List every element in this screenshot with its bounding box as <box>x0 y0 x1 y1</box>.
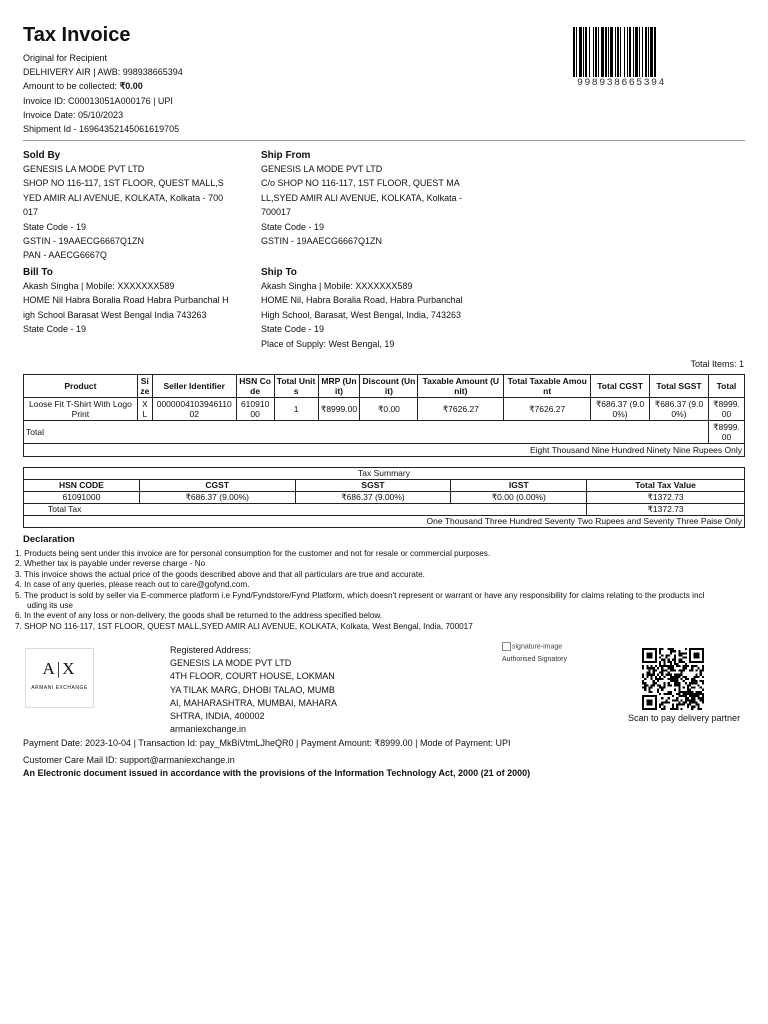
items-amount-in-words: Eight Thousand Nine Hundred Ninety Nine Rupees Only <box>24 444 745 457</box>
authorised-signatory: Authorised Signatory <box>502 656 567 663</box>
invoice-title: Tax Invoice <box>23 24 131 46</box>
invoice-id: Invoice ID: C00013051A000176 | UPI <box>23 96 173 106</box>
cell-seller-identifier: 000000410394611002 <box>152 398 236 421</box>
items-total-label: Total <box>24 421 709 444</box>
col-taxable-amount: Taxable Amount (Unit) <box>418 375 504 398</box>
qr-code-image <box>642 648 704 710</box>
it-act-note: An Electronic document issued in accordance with the provisions of the Information Technology Act, 2000 (21 of 2000) <box>23 768 531 778</box>
cell-mrp: ₹8999.00 <box>318 398 360 421</box>
tax-col-hsn: HSN CODE <box>24 480 140 492</box>
bill-to-title: Bill To <box>23 267 53 278</box>
declaration-item: 3. This invoice shows the actual price of the goods described above and that all particulars are true and accurate. <box>15 569 425 579</box>
col-total-taxable: Total Taxable Amount <box>504 375 591 398</box>
col-total-units: Total Units <box>274 375 318 398</box>
bill-to-line: HOME Nil Habra Boralia Road Habra Purbanchal H <box>23 295 229 306</box>
registered-line: armaniexchange.in <box>170 724 247 735</box>
logo-mark: A|X <box>42 659 77 678</box>
col-mrp: MRP (Unit) <box>318 375 360 398</box>
tax-total-row <box>24 504 745 516</box>
cell-total-cgst: ₹686.37 (9.00%) <box>591 398 650 421</box>
items-words-row <box>24 444 745 457</box>
declaration-item: 4. In case of any queries, please reach out to care@gofynd.com. <box>15 580 250 590</box>
barcode-number: 998938665394 <box>577 78 666 89</box>
tax-col-sgst: SGST <box>295 480 451 492</box>
tax-total-label: Total Tax <box>24 504 587 516</box>
total-items: Total Items: 1 <box>690 359 744 369</box>
ship-from-title: Ship From <box>261 150 311 161</box>
ship-from-line: LL,SYED AMIR ALI AVENUE, KOLKATA, Kolkata - <box>261 192 463 203</box>
col-seller-identifier: Seller Identifier <box>152 375 236 398</box>
items-table <box>23 374 745 457</box>
declaration-item: uding its use <box>27 601 73 611</box>
cell-discount: ₹0.00 <box>360 398 418 421</box>
barcode-image <box>573 27 685 77</box>
cell-size: XL <box>137 398 152 421</box>
tax-amount-in-words: One Thousand Three Hundred Seventy Two Rupees and Seventy Three Paise Only <box>24 516 745 528</box>
tax-col-cgst: CGST <box>139 480 295 492</box>
bill-to-line: Akash Singha | Mobile: XXXXXXX589 <box>23 281 175 291</box>
cell-hsn-code: 61091000 <box>236 398 274 421</box>
signature-alt: signature-image <box>512 643 563 651</box>
declaration-item: 2. Whether tax is payable under reverse charge - No <box>15 559 206 569</box>
tax-cell-cgst: ₹686.37 (9.00%) <box>139 492 295 504</box>
bill-to-line: State Code - 19 <box>23 324 87 335</box>
payment-details: Payment Date: 2023-10-04 | Transaction Id: pay_MkBiVtmLJheQR0 | Payment Amount: ₹8999.00 | Mode of Payment: UPI <box>23 738 511 748</box>
col-hsn-code: HSN Code <box>236 375 274 398</box>
tax-summary-table <box>23 467 745 528</box>
original-for-recipient: Original for Recipient <box>23 53 108 63</box>
cell-total: ₹8999.00 <box>708 398 744 421</box>
sold-by-line: YED AMIR ALI AVENUE, KOLKATA, Kolkata - 700 <box>23 192 224 203</box>
bill-to-line: igh School Barasat West Bengal India 743263 <box>23 309 207 320</box>
declaration-item: 7. SHOP NO 116-117, 1ST FLOOR, QUEST MALL,SYED AMIR ALI AVENUE, KOLKATA, Kolkata, West Bengal, India, 700017 <box>15 621 473 631</box>
tax-cell-hsn: 61091000 <box>24 492 140 504</box>
header-divider <box>23 140 745 141</box>
sold-by-line: GSTIN - 19AAECG6667Q1ZN <box>23 236 145 247</box>
courier-awb: DELHIVERY AIR | AWB: 998938665394 <box>23 67 183 77</box>
tax-cell-sgst: ₹686.37 (9.00%) <box>295 492 451 504</box>
logo-text: ARMANI EXCHANGE <box>31 685 88 691</box>
cell-product: Loose Fit T-Shirt With Logo Print <box>24 398 138 421</box>
cell-total-taxable: ₹7626.27 <box>504 398 591 421</box>
declaration-title: Declaration <box>23 534 75 545</box>
col-size: Size <box>137 375 152 398</box>
amount-value: ₹0.00 <box>119 81 143 91</box>
tax-words-row <box>24 516 745 528</box>
ship-to-line: HOME Nil, Habra Boralia Road, Habra Purbanchal <box>261 295 463 306</box>
tax-col-igst: IGST <box>451 480 587 492</box>
qr-label: Scan to pay delivery partner <box>628 713 741 723</box>
tax-cell-total: ₹1372.73 <box>587 492 745 504</box>
ship-from-section <box>261 150 501 248</box>
declaration-item: 5. The product is sold by seller via E-commerce platform i.e Fynd/Fyndstore/Fynd Platform, which doesn't represent or warrant or have any responsibility for claims relating to the products incl <box>15 590 705 600</box>
tax-col-total: Total Tax Value <box>587 480 745 492</box>
tax-header-row <box>24 480 745 492</box>
ship-from-line: GSTIN - 19AAECG6667Q1ZN <box>261 236 383 247</box>
invoice-date: Invoice Date: 05/10/2023 <box>23 110 124 120</box>
tax-cell-igst: ₹0.00 (0.00%) <box>451 492 587 504</box>
ship-to-line: Akash Singha | Mobile: XXXXXXX589 <box>261 281 413 291</box>
col-discount: Discount (Unit) <box>360 375 418 398</box>
registered-line: SHTRA, INDIA, 400002 <box>170 711 265 722</box>
registered-line: GENESIS LA MODE PVT LTD <box>170 658 292 669</box>
sold-by-line: PAN - AAECG6667Q <box>23 250 107 261</box>
declaration-list <box>15 549 755 632</box>
tax-summary-title: Tax Summary <box>24 468 745 480</box>
brand-logo <box>25 648 94 708</box>
ship-to-section <box>261 267 501 351</box>
sold-by-line: SHOP NO 116-117, 1ST FLOOR, QUEST MALL,S <box>23 178 224 189</box>
col-product: Product <box>24 375 138 398</box>
ship-to-line: Place of Supply: West Bengal, 19 <box>261 338 395 349</box>
declaration-item: 1. Products being sent under this invoice are for personal consumption for the customer and not for resale or commercial purposes. <box>15 549 491 558</box>
signature-image <box>502 642 562 651</box>
registered-line: 4TH FLOOR, COURT HOUSE, LOKMAN <box>170 671 335 682</box>
amount-label: Amount to be collected: <box>23 81 120 91</box>
registered-title: Registered Address: <box>170 645 252 655</box>
broken-image-icon <box>502 642 511 651</box>
ship-from-line: C/o SHOP NO 116-117, 1ST FLOOR, QUEST MA <box>261 178 460 189</box>
col-total: Total <box>708 375 744 398</box>
sold-by-section <box>23 150 253 263</box>
registered-line: YA TILAK MARG, DHOBI TALAO, MUMB <box>170 684 335 695</box>
cell-total-units: 1 <box>274 398 318 421</box>
ship-to-title: Ship To <box>261 267 297 278</box>
sold-by-line: State Code - 19 <box>23 221 87 232</box>
items-header-row <box>24 375 745 398</box>
customer-care: Customer Care Mail ID: support@armaniexchange.in <box>23 755 235 765</box>
table-row <box>24 398 745 421</box>
sold-by-line: GENESIS LA MODE PVT LTD <box>23 164 145 174</box>
bill-to-section <box>23 267 253 337</box>
registered-address <box>170 644 360 736</box>
col-total-cgst: Total CGST <box>591 375 650 398</box>
sold-by-line: 017 <box>23 207 39 218</box>
registered-line: AI, MAHARASHTRA, MUMBAI, MAHARA <box>170 697 338 708</box>
col-total-sgst: Total SGST <box>650 375 709 398</box>
cell-taxable-amount: ₹7626.27 <box>418 398 504 421</box>
ship-from-line: GENESIS LA MODE PVT LTD <box>261 164 383 174</box>
cell-total-sgst: ₹686.37 (9.00%) <box>650 398 709 421</box>
items-total-row <box>24 421 745 444</box>
table-row <box>24 492 745 504</box>
ship-to-line: High School, Barasat, West Bengal, India, 743263 <box>261 309 461 320</box>
ship-to-line: State Code - 19 <box>261 324 325 335</box>
sold-by-title: Sold By <box>23 150 61 161</box>
ship-from-line: State Code - 19 <box>261 221 325 232</box>
items-total-value: ₹8999.00 <box>708 421 744 444</box>
shipment-id: Shipment Id - 16964352145061619705 <box>23 124 180 134</box>
declaration-item: 6. In the event of any loss or non-delivery, the goods shall be returned to the address specified below. <box>15 611 383 621</box>
tax-total-value: ₹1372.73 <box>587 504 745 516</box>
amount-to-collect <box>23 81 143 92</box>
ship-from-line: 700017 <box>261 207 292 218</box>
